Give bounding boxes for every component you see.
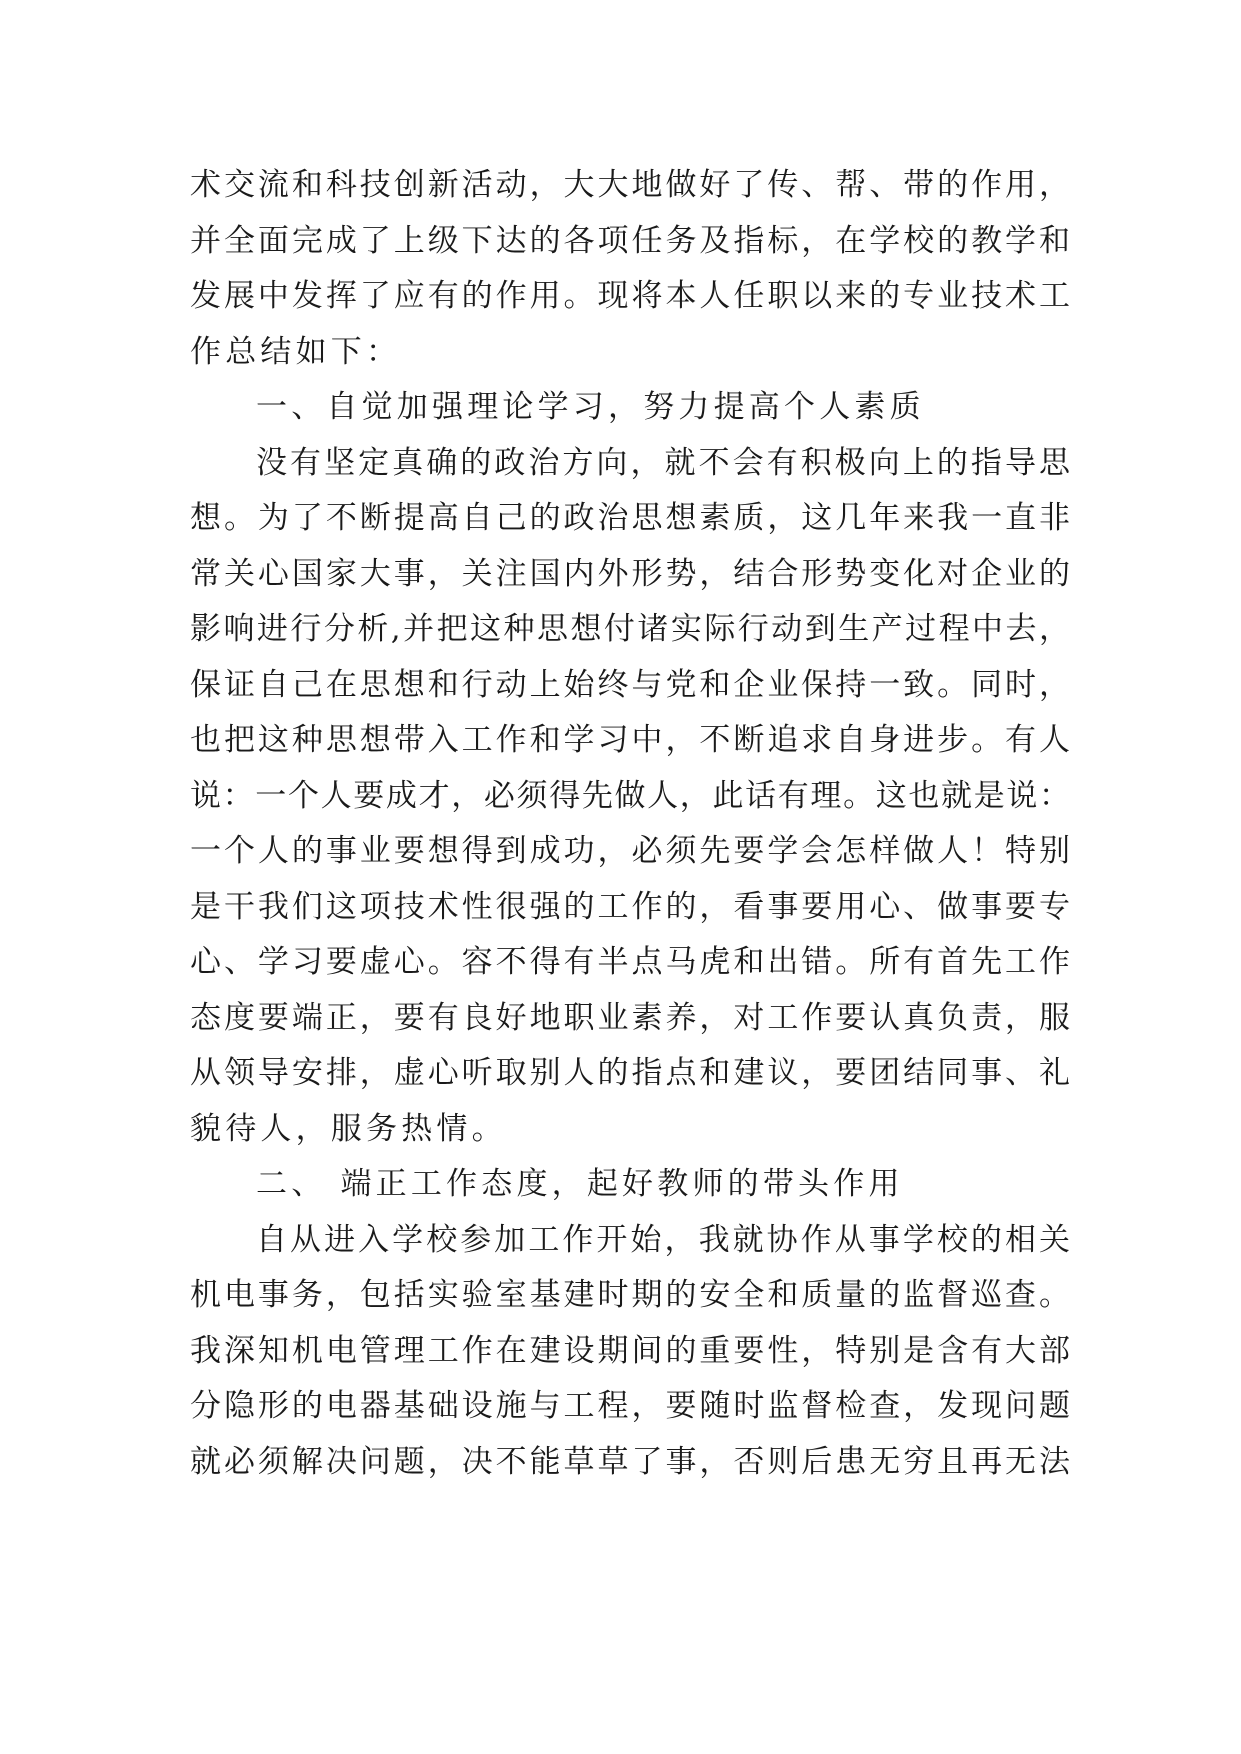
text-line: 作总结如下： xyxy=(190,333,402,370)
text-line: 心、学习要虚心。容不得有半点马虎和出错。所有首先工作 xyxy=(190,944,1070,980)
text-line: 一个人的事业要想得到成功，必须先要学会怎样做人！特别 xyxy=(190,833,1070,869)
text-line: 机电事务，包括实验室基建时期的安全和质量的监督巡查。 xyxy=(190,1277,1070,1313)
text-line: 貌待人，服务热情。 xyxy=(190,1110,507,1147)
text-line: 态度要端正，要有良好地职业素养，对工作要认真负责，服 xyxy=(190,999,1070,1036)
text-line: 自从进入学校参加工作开始，我就协作从事学校的相关 xyxy=(256,1221,1070,1258)
text-line: 保证自己在思想和行动上始终与党和企业保持一致。同时， xyxy=(190,666,1070,703)
text-line: 想。为了不断提高自己的政治思想素质，这几年来我一直非 xyxy=(190,500,1070,536)
text-line: 没有坚定真确的政治方向，就不会有积极向上的指导思 xyxy=(256,444,1070,481)
text-line: 并全面完成了上级下达的各项任务及指标，在学校的教学和 xyxy=(190,222,1070,259)
text-line: 就必须解决问题，决不能草草了事，否则后患无穷且再无法 xyxy=(190,1443,1070,1480)
text-line: 二、 端正工作态度，起好教师的带头作用 xyxy=(256,1166,904,1202)
text-line: 是干我们这项技术性很强的工作的，看事要用心、做事要专 xyxy=(190,888,1070,925)
text-line: 一、自觉加强理论学习，努力提高个人素质 xyxy=(256,389,925,425)
document-body xyxy=(190,158,1070,1490)
text-line: 也把这种思想带入工作和学习中，不断追求自身进步。有人 xyxy=(190,722,1070,758)
text-line: 常关心国家大事，关注国内外形势，结合形势变化对企业的 xyxy=(190,555,1070,592)
text-line: 我深知机电管理工作在建设期间的重要性，特别是含有大部 xyxy=(190,1332,1070,1369)
text-line: 分隐形的电器基础设施与工程，要随时监督检查，发现问题 xyxy=(190,1388,1070,1424)
text-line: 从领导安排，虚心听取别人的指点和建议，要团结同事、礼 xyxy=(190,1055,1070,1091)
text-line: 说：一个人要成才，必须得先做人，此话有理。这也就是说： xyxy=(190,777,1070,814)
text-line: 术交流和科技创新活动，大大地做好了传、帮、带的作用， xyxy=(190,167,1070,203)
text-line: 影响进行分析,并把这种思想付诸实际行动到生产过程中去， xyxy=(190,611,1070,647)
text-line: 发展中发挥了应有的作用。现将本人任职以来的专业技术工 xyxy=(190,278,1070,314)
